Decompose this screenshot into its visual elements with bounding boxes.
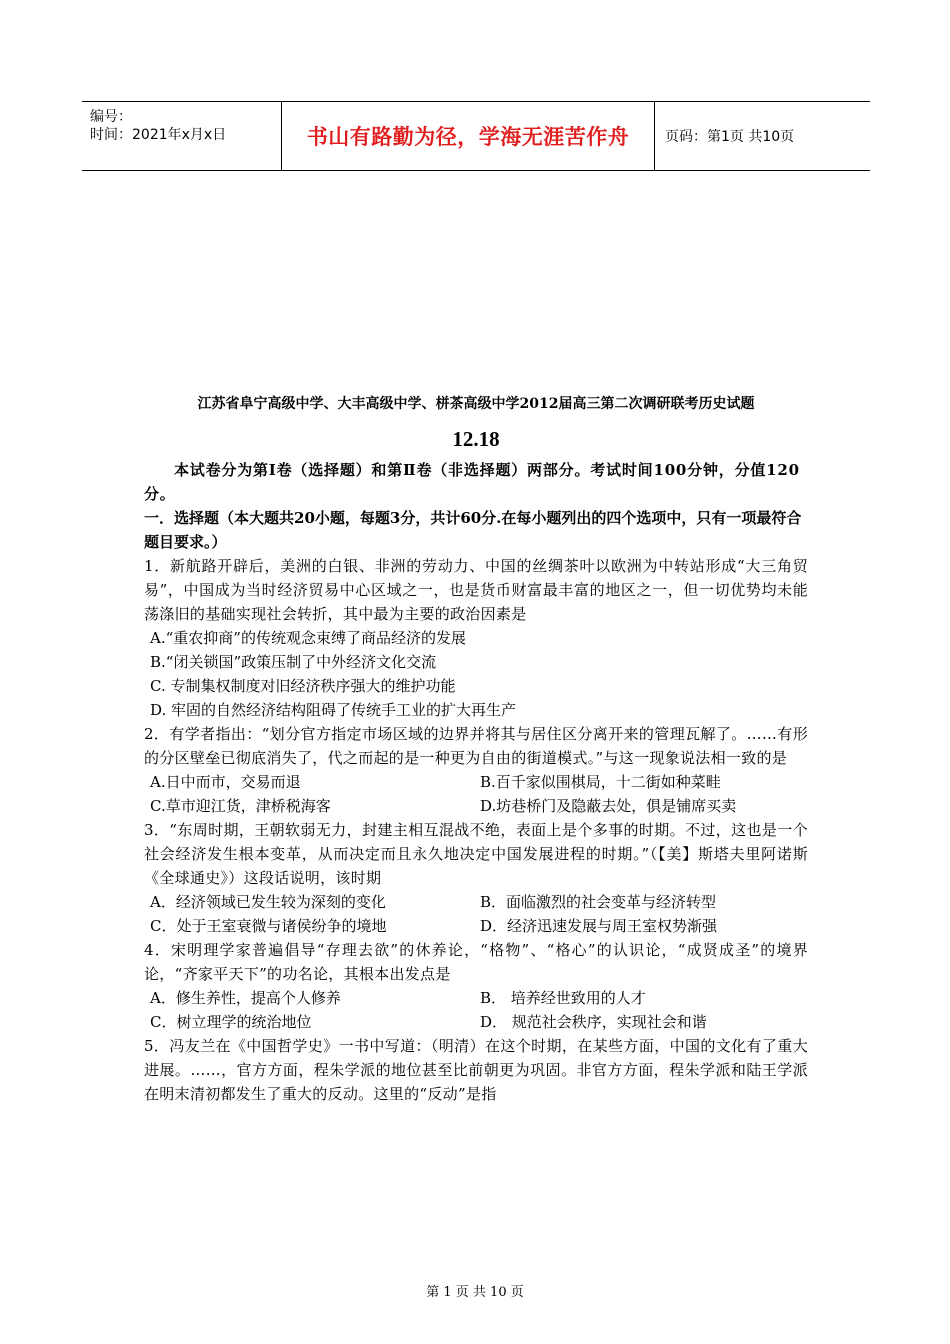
section-heading: 一．选择题（本大题共20小题，每题3分，共计60分.在每小题列出的四个选项中，只有一项最符合题目要求。） <box>144 509 802 551</box>
question-2-option-c: C.草市迎江货，津桥税海客 <box>150 797 331 815</box>
header-meta-cell <box>82 102 282 170</box>
question-1-option-b: B.“闭关锁国”政策压制了中外经济文化交流 <box>150 653 437 671</box>
question-1-option-c: C. 专制集权制度对旧经济秩序强大的维护功能 <box>150 677 456 695</box>
question-4-option-a: A．修生养性，提高个人修养 <box>150 989 341 1007</box>
question-3-option-a: A．经济领域已发生较为深刻的变化 <box>150 893 386 911</box>
document-body <box>144 392 808 1106</box>
question-3-option-b: B．面临激烈的社会变革与经济转型 <box>480 893 717 911</box>
question-1-option-a: A.“重农抑商”的传统观念束缚了商品经济的发展 <box>150 629 466 647</box>
exam-date: 12.18 <box>452 427 500 451</box>
question-4-option-b: B． 培养经世致用的人才 <box>480 989 646 1007</box>
question-4-stem: 4．宋明理学家普遍倡导“存理去欲”的休养论，“格物”、“格心”的认识论，“成贤成圣”的境界论，“齐家平天下”的功名论，其根本出发点是 <box>144 941 808 983</box>
question-4-option-c: C．树立理学的统治地位 <box>150 1013 312 1031</box>
question-2-option-d: D.坊巷桥门及隐蔽去处，俱是铺席买卖 <box>480 797 737 815</box>
question-2-option-a: A.日中而市，交易而退 <box>150 773 301 791</box>
exam-intro: 本试卷分为第Ⅰ卷（选择题）和第Ⅱ卷（非选择题）两部分。考试时间100分钟，分值120分。 <box>144 461 800 503</box>
question-5-stem: 5．冯友兰在《中国哲学史》一书中写道：（明清）在这个时期，在某些方面，中国的文化有了重大进展。……，官方方面，程朱学派的地位甚至比前朝更为巩固。非官方方面，程朱学派和陆王学派在明末清初都发生了重大的反动。这里的“反动”是指 <box>144 1037 808 1103</box>
document-header <box>82 101 870 171</box>
time-label: 时间：2021年x月x日 <box>90 127 227 143</box>
question-4-option-d: D． 规范社会秩序，实现社会和谐 <box>480 1013 707 1031</box>
question-3-option-c: C．处于王室衰微与诸侯纷争的境地 <box>150 917 387 935</box>
question-2-options-row-1 <box>144 770 808 794</box>
question-3-options-row-1 <box>144 890 808 914</box>
question-2-stem: 2．有学者指出：“划分官方指定市场区域的边界并将其与居住区分离开来的管理瓦解了。……有形的分区壁垒已彻底消失了，代之而起的是一种更为自由的街道模式。”与这一现象说法相一致的是 <box>144 725 808 767</box>
header-page-info: 页码：第1页 共10页 <box>665 129 795 145</box>
exam-title: 江苏省阜宁高级中学、大丰高级中学、栟茶高级中学2012届高三第二次调研联考历史试题 <box>197 396 755 412</box>
question-4-options-row-1 <box>144 986 808 1010</box>
question-1-stem: 1．新航路开辟后，美洲的白银、非洲的劳动力、中国的丝绸茶叶以欧洲为中转站形成“大三角贸易”，中国成为当时经济贸易中心区域之一，也是货币财富最丰富的地区之一，但一切优势均未能荡涤旧的基础实现社会转折，其中最为主要的政治因素是 <box>144 557 808 623</box>
question-3-stem: 3．“东周时期，王朝软弱无力，封建主相互混战不绝，表面上是个多事的时期。不过，这也是一个社会经济发生根本变革，从而决定而且永久地决定中国发展进程的时期。”（【美】斯塔夫里阿诺斯《全球通史》）这段话说明，该时期 <box>144 821 808 887</box>
question-4-options-row-2 <box>144 1010 808 1034</box>
question-2-option-b: B.百千家似围棋局，十二街如种菜畦 <box>480 773 721 791</box>
number-label: 编号： <box>90 109 132 125</box>
question-2-options-row-2 <box>144 794 808 818</box>
page-footer: 第 1 页 共 10 页 <box>426 1285 524 1300</box>
header-motto: 书山有路勤为径，学海无涯苦作舟 <box>282 102 655 170</box>
question-3-options-row-2 <box>144 914 808 938</box>
question-1-option-d: D. 牢固的自然经济结构阻碍了传统手工业的扩大再生产 <box>150 701 517 719</box>
question-3-option-d: D．经济迅速发展与周王室权势渐强 <box>480 917 718 935</box>
